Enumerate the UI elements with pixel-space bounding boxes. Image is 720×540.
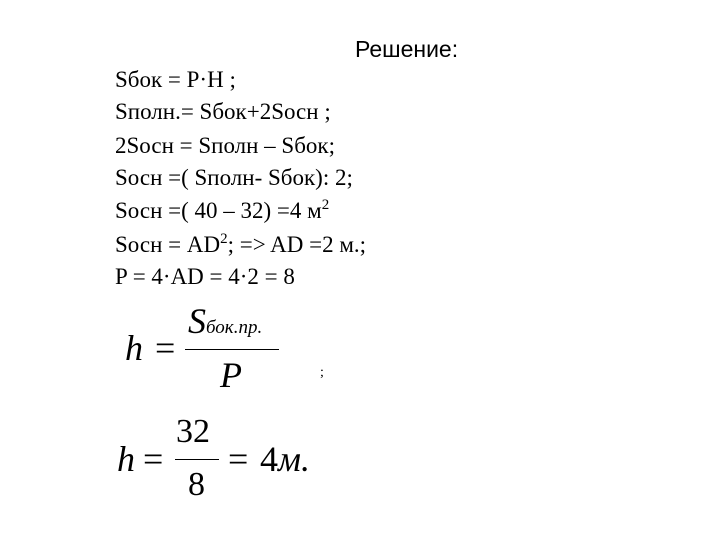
formula2-equals-1: = xyxy=(143,439,164,479)
formula1-denominator: P xyxy=(220,355,242,395)
formula1-num-subscript: бок.пр. xyxy=(206,317,263,338)
slide-title: Решение: xyxy=(355,36,459,62)
formula2-fraction-bar xyxy=(175,459,219,460)
formula2-equals-2: = xyxy=(228,439,249,479)
formula1-fraction-bar xyxy=(185,349,279,350)
formula-line-6 xyxy=(115,231,366,258)
formula-line-5 xyxy=(115,197,329,224)
formula1-num-symbol: S xyxy=(188,301,206,341)
formula1-equals: = xyxy=(155,328,176,368)
formula2-denominator: 8 xyxy=(188,466,205,503)
formula1-lhs: h xyxy=(125,328,143,368)
line-6-superscript: 2 xyxy=(220,231,228,247)
formula2-result xyxy=(260,438,310,480)
formula-line-4: Sосн =( Sполн- Sбок): 2; xyxy=(115,165,353,190)
formula-line-3: 2Sосн = Sполн – Sбок; xyxy=(115,133,335,158)
formula1-numerator xyxy=(188,300,262,342)
formula-line-2: Sполн.= Sбок+2Sосн ; xyxy=(115,99,331,124)
formula-line-7: P = 4·AD = 4·2 = 8 xyxy=(115,264,295,289)
separator-mark: ; xyxy=(320,365,324,380)
line-6-text: Sосн = AD xyxy=(115,232,221,257)
line-5-text: Sосн =( 40 – 32) =4 м xyxy=(115,198,322,223)
formula2-result-unit: м. xyxy=(278,439,310,479)
formula2-numerator: 32 xyxy=(176,413,210,450)
formula2-lhs: h xyxy=(117,439,135,479)
line-6-text-after: ; => AD =2 м.; xyxy=(227,232,367,257)
formula2-result-number: 4 xyxy=(260,439,278,479)
line-5-superscript: 2 xyxy=(321,197,330,213)
formula-line-1: Sбок = P·H ; xyxy=(115,67,236,92)
